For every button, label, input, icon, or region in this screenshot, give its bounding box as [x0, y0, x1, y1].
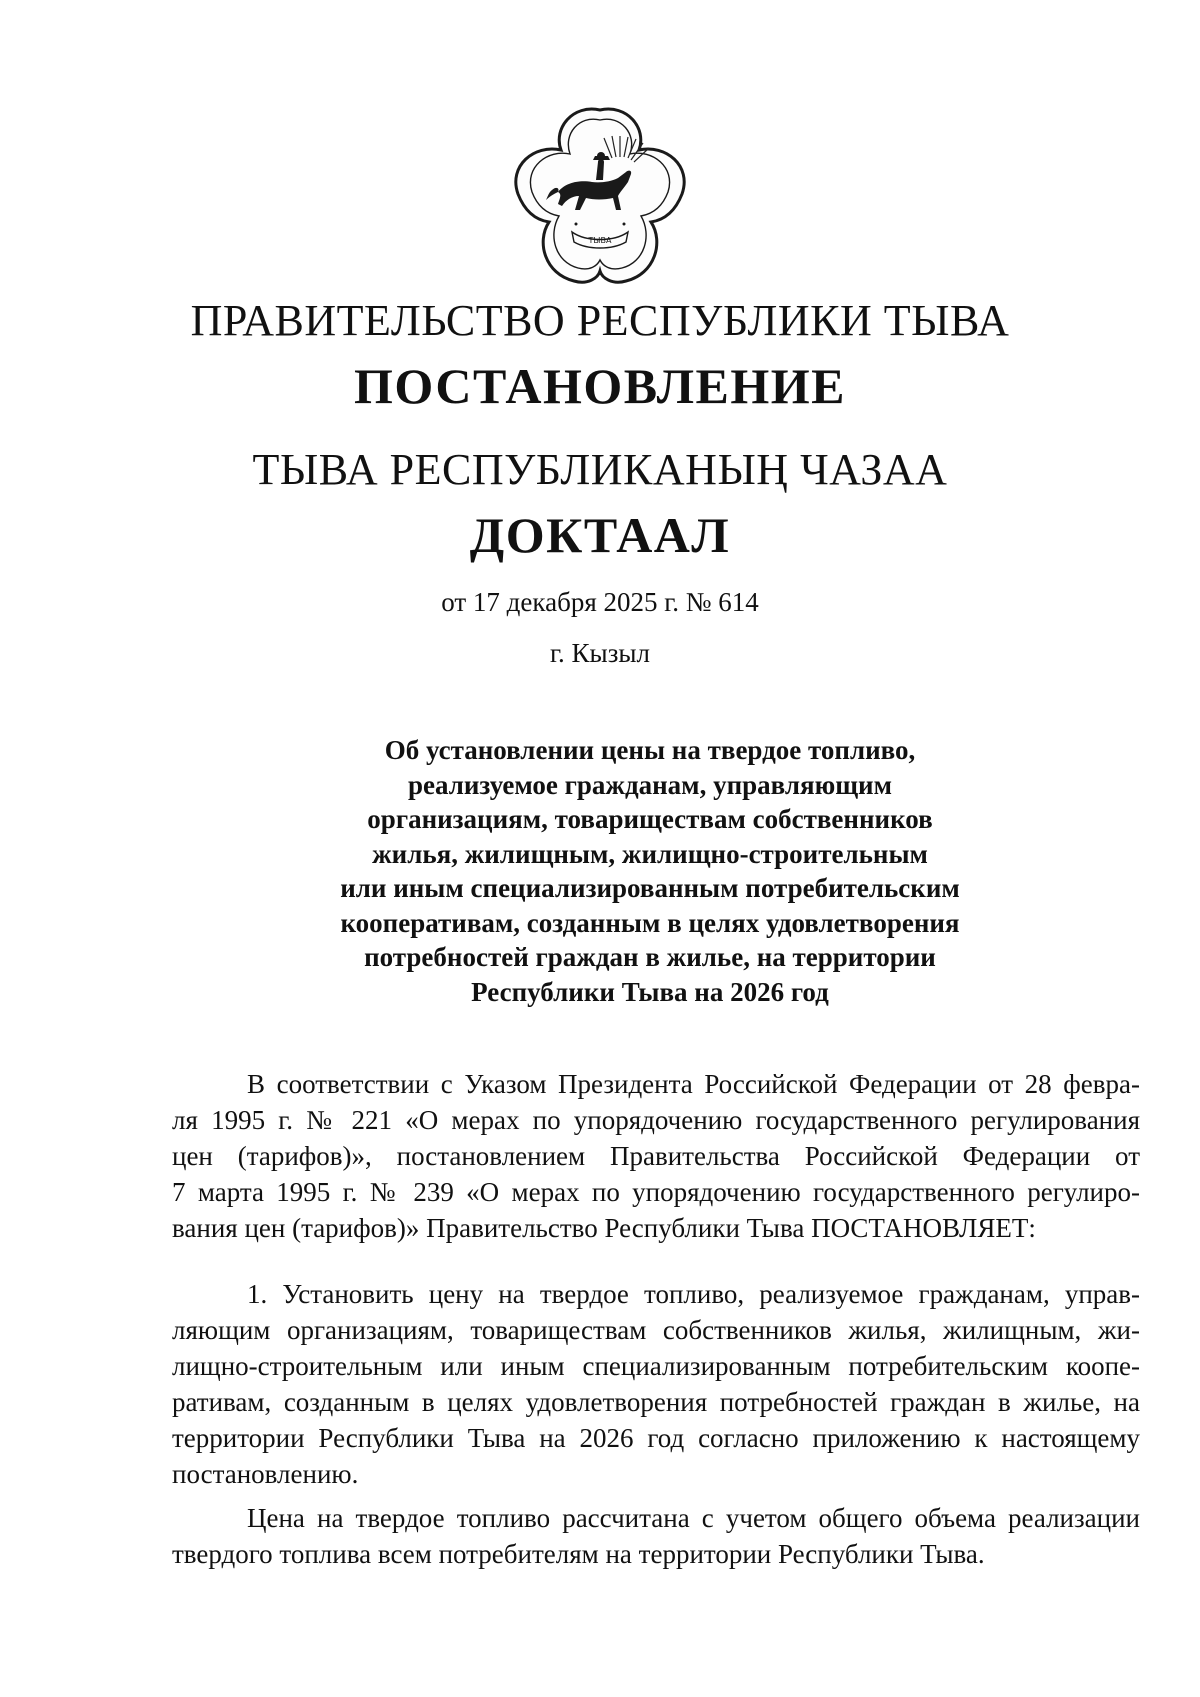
- title-line: жилья, жилищным, жилищно-строительным: [372, 838, 928, 869]
- paragraph-line: ративам, созданным в целях удовлетворения потребностей граждан в жилье, на: [172, 1387, 1140, 1417]
- preamble-paragraph: [172, 1066, 1140, 1246]
- title-line: кооперативам, созданным в целях удовлетворения: [340, 907, 960, 938]
- paragraph-line: ляющим организациям, товариществам собственников жилья, жилищным, жи-: [172, 1315, 1140, 1345]
- document-type-ru: ПОСТАНОВЛЕНИЕ: [354, 358, 846, 414]
- government-name-tyv: ТЫВА РЕСПУБЛИКАНЫҢ ЧАЗАА: [252, 445, 948, 494]
- paragraph-line: цен (тарифов)», постановлением Правительства Российской Федерации от: [172, 1141, 1140, 1171]
- price-note-paragraph: [172, 1500, 1140, 1572]
- title-line: Республики Тыва на 2026 год: [471, 976, 829, 1007]
- government-name-ru: ПРАВИТЕЛЬСТВО РЕСПУБЛИКИ ТЫВА: [190, 296, 1010, 345]
- document-city: г. Кызыл: [550, 638, 650, 668]
- tuva-coat-of-arms-icon: [500, 96, 700, 296]
- paragraph-line: территории Республики Тыва на 2026 год согласно приложению к настоящему: [172, 1423, 1140, 1453]
- document-date-number: от 17 декабря 2025 г. № 614: [441, 587, 759, 617]
- paragraph-line: 1. Установить цену на твердое топливо, реализуемое гражданам, управ-: [247, 1279, 1140, 1309]
- title-line: реализуемое гражданам, управляющим: [407, 769, 893, 800]
- emblem-inscription: ТЫВА: [588, 236, 612, 245]
- title-line: организациям, товариществам собственников: [367, 804, 933, 834]
- title-line: или иным специализированным потребительским: [340, 873, 960, 903]
- item-1-paragraph: [172, 1276, 1140, 1492]
- title-line: Об установлении цены на твердое топливо,: [384, 735, 916, 765]
- title-line: потребностей граждан в жилье, на территории: [364, 942, 936, 972]
- coat-of-arms-emblem: [500, 96, 700, 296]
- paragraph-line: ля 1995 г. № 221 «О мерах по упорядочению государственного регулирования: [172, 1105, 1140, 1135]
- paragraph-line: 7 марта 1995 г. № 239 «О мерах по упорядочению государственного регулиро-: [172, 1177, 1140, 1207]
- document-type-tyv: ДОКТААЛ: [469, 507, 731, 563]
- paragraph-line: Цена на твердое топливо рассчитана с учетом общего объема реализации: [247, 1503, 1140, 1533]
- document-title: [300, 733, 1000, 1009]
- paragraph-line: твердого топлива всем потребителям на территории Республики Тыва.: [172, 1539, 985, 1569]
- paragraph-line: вания цен (тарифов)» Правительство Республики Тыва ПОСТАНОВЛЯЕТ:: [172, 1213, 1036, 1243]
- paragraph-line: лищно-строительным или иным специализированным потребительским коопе-: [172, 1351, 1140, 1381]
- paragraph-line: постановлению.: [172, 1459, 359, 1489]
- paragraph-line: В соответствии с Указом Президента Российской Федерации от 28 февра-: [247, 1069, 1140, 1099]
